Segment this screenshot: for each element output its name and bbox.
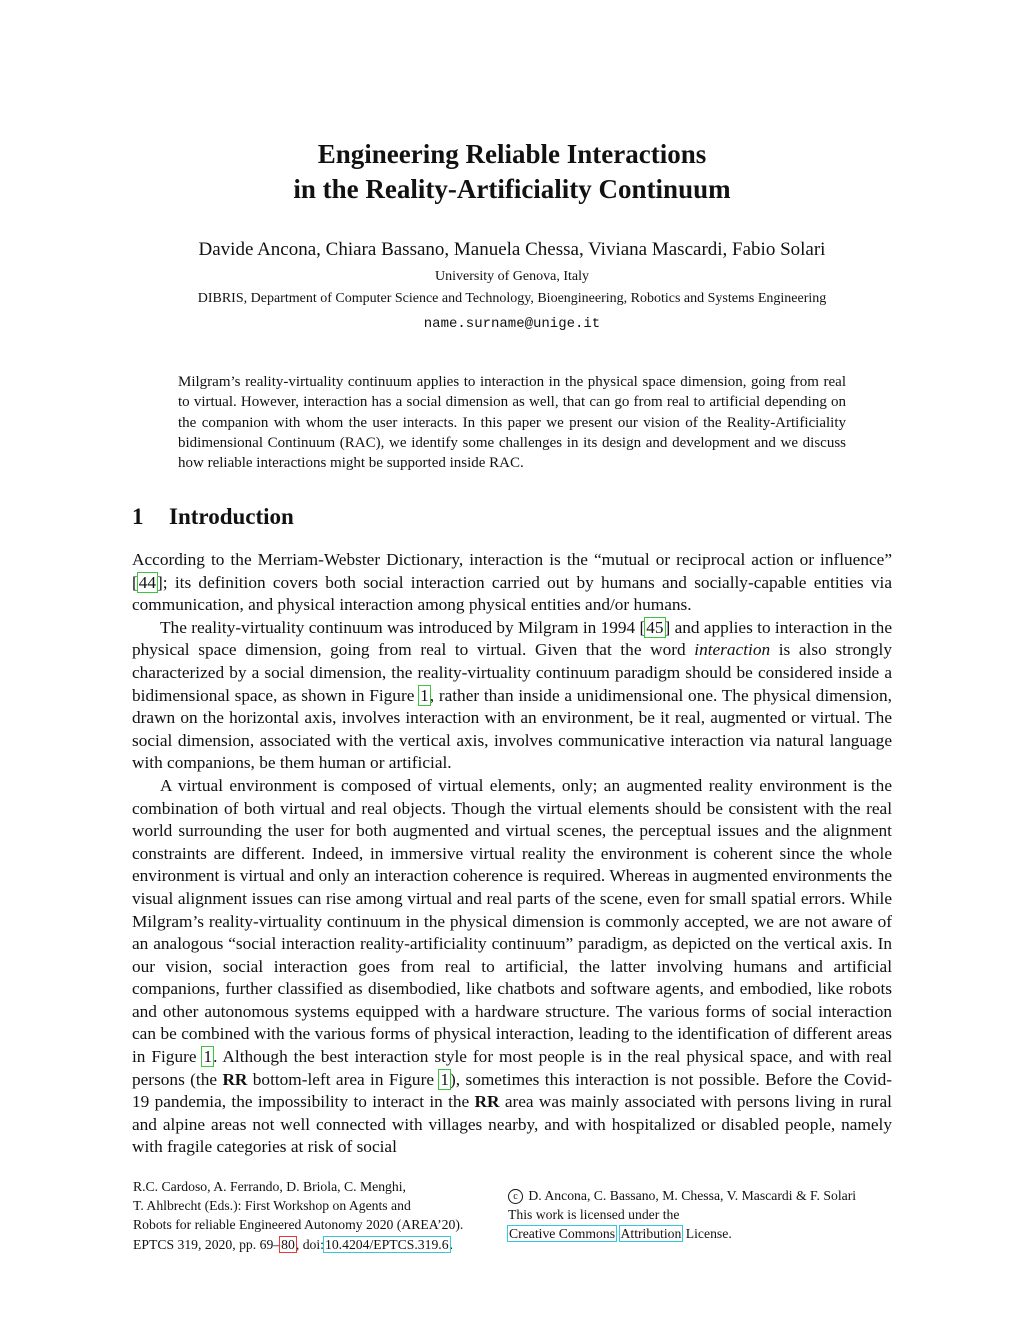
text-run: is also strongly characterized by a social dimension, the reality-virtuality continuum paradigm should be considered inside a bidimensional space, as shown in Figure [132,640,892,705]
text-run: EPTCS 319, 2020, pp. 69– [133,1236,281,1252]
body-text [132,549,892,1159]
figure-link[interactable]: 1 [420,685,429,705]
text-run: D. Ancona, C. Bassano, M. Chessa, V. Mascardi & F. Solari [528,1188,857,1203]
section-heading [132,504,294,530]
footer-line [508,1224,908,1243]
paragraph-1 [132,549,892,617]
footer-line [133,1235,493,1254]
emphasis: interaction [694,640,771,660]
text-run: area was mainly associated with persons living in rural and alpine areas not well connected with villages nearby, and with hospitalized or disabled people, namely with fragile categories at risk of social [132,1092,892,1157]
bold-term: RR [474,1092,500,1112]
footer-line: This work is licensed under the [508,1207,680,1223]
attribution-link[interactable]: Attribution [620,1226,682,1242]
authors: Davide Ancona, Chiara Bassano, Manuela Chessa, Viviana Mascardi, Fabio Solari [198,239,826,260]
text-run: ]; its definition covers both social interaction carried out by humans and socially-capable entities via communication, and physical interaction among physical entities and/or humans. [132,572,892,615]
text-run: The reality-virtuality continuum was introduced by Milgram in 1994 [ [160,617,646,637]
abstract: Milgram’s reality-virtuality continuum applies to interaction in the physical space dimension, going from real to virtual. However, interaction has a social dimension as well, that can go from real to artificial depending on the companion with whom the user interacts. In this paper we present our vision of the Reality-Artificiality bidimensional Continuum (RAC), we identify some challenges in its design and development and we discuss how reliable interactions might be supported inside RAC. [178,374,846,472]
creative-commons-link[interactable]: Creative Commons [509,1226,616,1242]
paragraph-2 [132,617,892,775]
paper-title [0,137,1024,207]
citation-link-45[interactable]: 45 [646,617,664,637]
affiliation-university: University of Genova, Italy [435,269,589,284]
text-run: According to the Merriam-Webster Dictionary, interaction is the “mutual or reciprocal action or influence” [ [132,550,892,592]
text-run: bottom-left area in Figure [247,1069,440,1089]
footer-license [508,1186,908,1244]
footer-line: T. Ahlbrecht (Eds.): First Workshop on Agents and [133,1198,411,1214]
section-number: 1 [132,504,144,529]
affiliation-department: DIBRIS, Department of Computer Science and Technology, Bioengineering, Robotics and Systems Engineering [197,291,827,306]
figure-link[interactable]: 1 [440,1069,450,1089]
section-title: Introduction [169,504,294,529]
text-run: A virtual environment is composed of virtual elements, only; an augmented reality environment is the combination of both virtual and real objects. Though the virtual elements should be consistent with the real world surrounding the user for both augmented and virtual scenes, the perceptual issues and the alignment constraints are different. Indeed, in immersive virtual reality the environment is coherent since the whole environment is virtual and only an interaction coherence is required. Whereas in augmented environments the visual alignment issues can rise among virtual and real parts of the scene, even for small spatial errors. While Milgram’s reality-virtuality continuum in the physical dimension is commonly accepted, we are not aware of an analogous “social interaction reality-artificiality continuum” paradigm, as depicted on the vertical axis. In our vision, social interaction goes from real to artificial, the latter involving humans and artificial companions, further classified as disembodied, like chatbots and software agents, and embodied, like robots and other autonomous systems equipped with a hardware structure. The various forms of social interaction can be combined with the various forms of physical interaction, leading to the identification of different areas in Figure [132,775,892,1067]
text-run: License. [682,1226,732,1242]
text-run: ), sometimes this interaction is not possible. Before the Covid-19 pandemia, the impossibility to interact in the [132,1069,893,1112]
text-run: ] and applies to interaction in the physical space dimension, going from real to virtual. Given that the word [132,617,892,660]
title-line-2: in the Reality-Artificiality Continuum [293,174,731,204]
footer-line: Robots for reliable Engineered Autonomy 2020 (AREA’20). [133,1217,464,1233]
title-line-1: Engineering Reliable Interactions [317,139,707,169]
contact-email: name.surname@unige.it [423,316,601,332]
figure-link[interactable]: 1 [203,1047,213,1067]
text-run: . [449,1236,453,1252]
text-run: . Although the best interaction style for most people is in the real physical space, and with real persons (the [132,1047,892,1089]
citation-link-44[interactable]: 44 [138,572,157,592]
doi-link[interactable]: 10.4204/EPTCS.319.6 [324,1236,449,1252]
footer-publication-info [133,1177,493,1254]
last-page-link[interactable]: 80 [281,1236,295,1252]
bold-term: RR [222,1069,248,1089]
copyright-icon: c [508,1189,523,1204]
footer-line [508,1186,908,1205]
footer-line: R.C. Cardoso, A. Ferrando, D. Briola, C. Menghi, [133,1179,406,1194]
text-run: , rather than inside a unidimensional one. The physical dimension, drawn on the horizontal axis, involves interaction with an environment, be it real, augmented or virtual. The social dimension, associated with the vertical axis, involves communicative interaction via natural language with companions, be them human or artificial. [132,685,892,773]
text-run: , doi: [295,1236,324,1252]
paragraph-3 [132,775,892,1159]
